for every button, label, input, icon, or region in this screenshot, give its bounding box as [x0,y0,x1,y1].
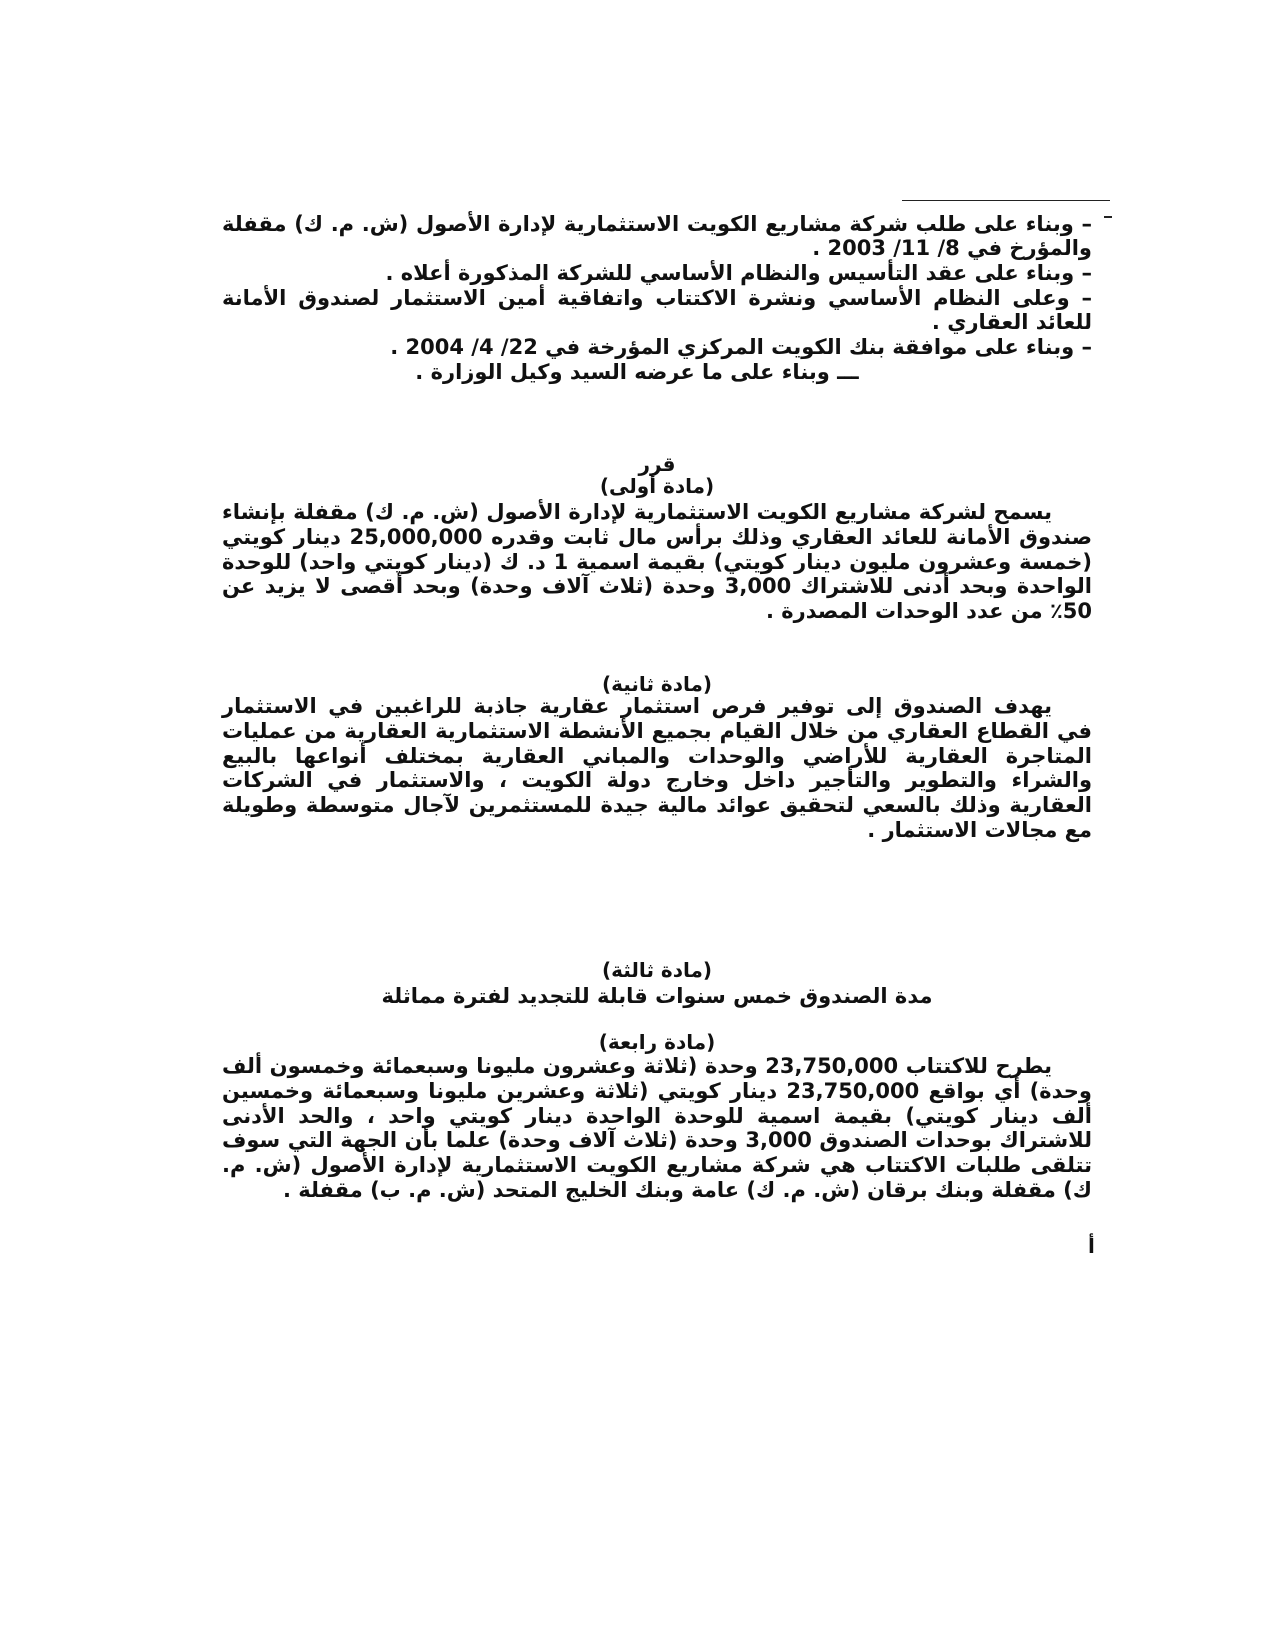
article-3-text: مدة الصندوق خمس سنوات قابلة للتجديد لفترة مماثلة [381,984,933,1008]
decision-word: قرر [638,452,676,476]
article-2-text: يهدف الصندوق إلى توفير فرص استثمار عقارية جاذبة للراغبين في الاستثمار في القطاع العقاري من خلال القيام بجميع الأنشطة الاستثمارية العقارية من عمليات المتاجرة العقارية للأراضي والوحدات والمباني العقارية بمختلف أنواعها بالبيع والشراء والتطوير والتأجير داخل وخارج دولة الكويت ، والاستثمار في الشركات العقارية وذلك بالسعي لتحقيق عوائد مالية جيدة للمستثمرين لآجال متوسطة وطويلة مع مجالات الاستثمار . [222,694,1092,842]
preamble [222,212,1092,385]
article-4-heading: (مادة رابعة) [598,1030,716,1054]
preamble-clause: – وبناء على طلب شركة مشاريع الكويت الاستثمارية لإدارة الأصول (ش. م. ك) مقفلة والمؤرخ في 8/ 11/ 2003 . [222,212,1092,260]
preamble-clause: – وبناء على عقد التأسيس والنظام الأساسي للشركة المذكورة أعلاه . [385,261,1092,285]
article-4-text: يطرح للاكتتاب 23,750,000 وحدة (ثلاثة وعشرون مليونا وسبعمائة وخمسون ألف وحدة) أي بواقع 23,750,000 دينار كويتي (ثلاثة وعشرين مليونا وسبعمائة وخمسين ألف دينار كويتي) بقيمة اسمية للوحدة الواحدة دينار كويتي واحد ، والحد الأدنى للاشتراك بوحدات الصندوق 3,000 وحدة (ثلاث آلاف وحدة) علما بأن الجهة التي سوف تتلقى طلبات الاكتتاب هي شركة مشاريع الكويت الاستثمارية لإدارة الأصول (ش. م. ك) مقفلة وبنك برقان (ش. م. ك) عامة وبنك الخليج المتحد (ش. م. ب) مقفلة . [222,1054,1093,1202]
article-2-heading: (مادة ثانية) [601,672,713,696]
header-rule [902,200,1110,201]
margin-mark: أ [1088,1234,1095,1258]
article-1-text: يسمح لشركة مشاريع الكويت الاستثمارية لإدارة الأصول (ش. م. ك) مقفلة بإنشاء صندوق الأمانة للعائد العقاري وذلك برأس مال ثابت وقدره 25,000,000 دينار كويتي (خمسة وعشرون مليون دينار كويتي) بقيمة اسمية 1 د. ك (دينار كويتي واحد) للوحدة الواحدة وبحد أدنى للاشتراك 3,000 وحدة (ثلاث آلاف وحدة) وبحد أقصى لا يزيد عن 50٪ من عدد الوحدات المصدرة . [222,500,1093,624]
preamble-clause: ـــ وبناء على ما عرضه السيد وكيل الوزارة . [415,360,859,384]
preamble-clause: – وبناء على موافقة بنك الكويت المركزي المؤرخة في 22/ 4/ 2004 . [390,335,1092,359]
article-1-heading: (مادة أولى) [599,474,715,498]
preamble-clause: – وعلى النظام الأساسي ونشرة الاكتتاب واتفاقية أمين الاستثمار لصندوق الأمانة للعائد العقاري . [222,286,1092,334]
article-3-heading: (مادة ثالثة) [601,958,713,982]
header-tick-mark [1104,216,1112,218]
